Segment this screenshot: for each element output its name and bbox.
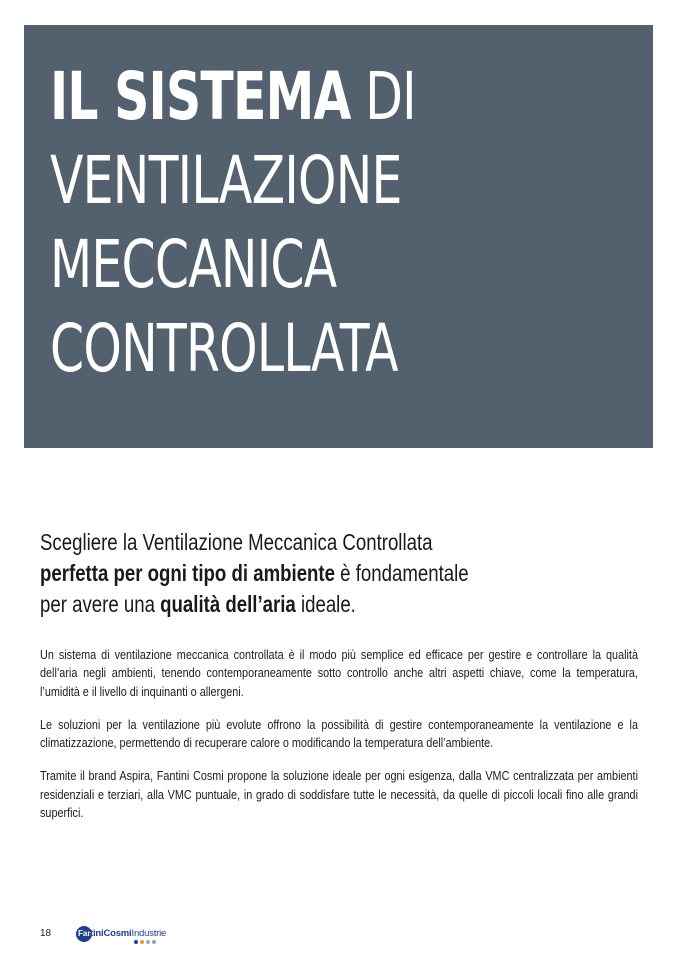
title-line-4: CONTROLLATA [50,310,398,387]
logo-name-tini: tini [90,928,104,939]
lead-line-2 [40,558,656,589]
logo-name-industrie: Industrie [131,928,167,939]
lead-emphasis-environment: perfetta per ogni tipo di ambiente [40,560,336,586]
fantini-cosmi-logo [76,925,196,945]
page-title [50,55,416,391]
title-line-2: VENTILAZIONE [50,142,402,219]
page-number: 18 [40,928,52,939]
logo-dots [134,940,158,945]
page-footer [40,925,240,945]
title-bold-text: IL SISTEMA [50,58,351,135]
lead-line-2-rest: è fondamentale [335,560,469,586]
lead-line-1: Scegliere la Ventilazione Meccanica Controllata [40,529,433,555]
lead-line-3-start: per avere una [40,591,161,617]
body-text [40,646,638,837]
lead-line-3-end: ideale. [295,591,356,617]
body-paragraph-3: Tramite il brand Aspira, Fantini Cosmi propone la soluzione ideale per ogni esigenza, dalla VMC centralizzata per ambienti residenziali e terziari, alla VMC puntuale, in grado di soddisfare tutte le necessità, da quelle di piccoli locali fino alle grandi superfici. [40,768,638,821]
logo-dot-icon [134,940,138,944]
lead-paragraph [40,527,656,620]
title-light-text: DI [350,58,416,135]
body-paragraph-1: Un sistema di ventilazione meccanica controllata è il modo più semplice ed efficace per gestire e controllare la qualità dell’aria negli ambienti, tenendo contemporaneamente sotto controllo anche altri aspetti chiave, come la temperatura, l’umidità e il livello di inquinanti o allergeni. [40,647,638,699]
logo-dot-icon [140,940,144,944]
lead-line-3 [40,589,656,620]
logo-dot-icon [152,940,156,944]
lead-emphasis-air-quality: qualità dell’aria [160,591,296,617]
body-paragraph-2: Le soluzioni per la ventilazione più evolute offrono la possibilità di gestire contemporaneamente la ventilazione e la climatizzazione, permettendo di recuperare calore o modificando la temperatura dell’ambiente. [40,716,638,751]
title-line-1 [50,55,416,139]
logo-mark-text: Fan [78,929,93,938]
title-line-3: MECCANICA [50,226,337,303]
logo-name-cosmi: Cosmi [103,928,132,939]
logo-dot-icon [146,940,150,944]
hero-banner [24,25,653,448]
logo-wordmark [90,928,166,939]
